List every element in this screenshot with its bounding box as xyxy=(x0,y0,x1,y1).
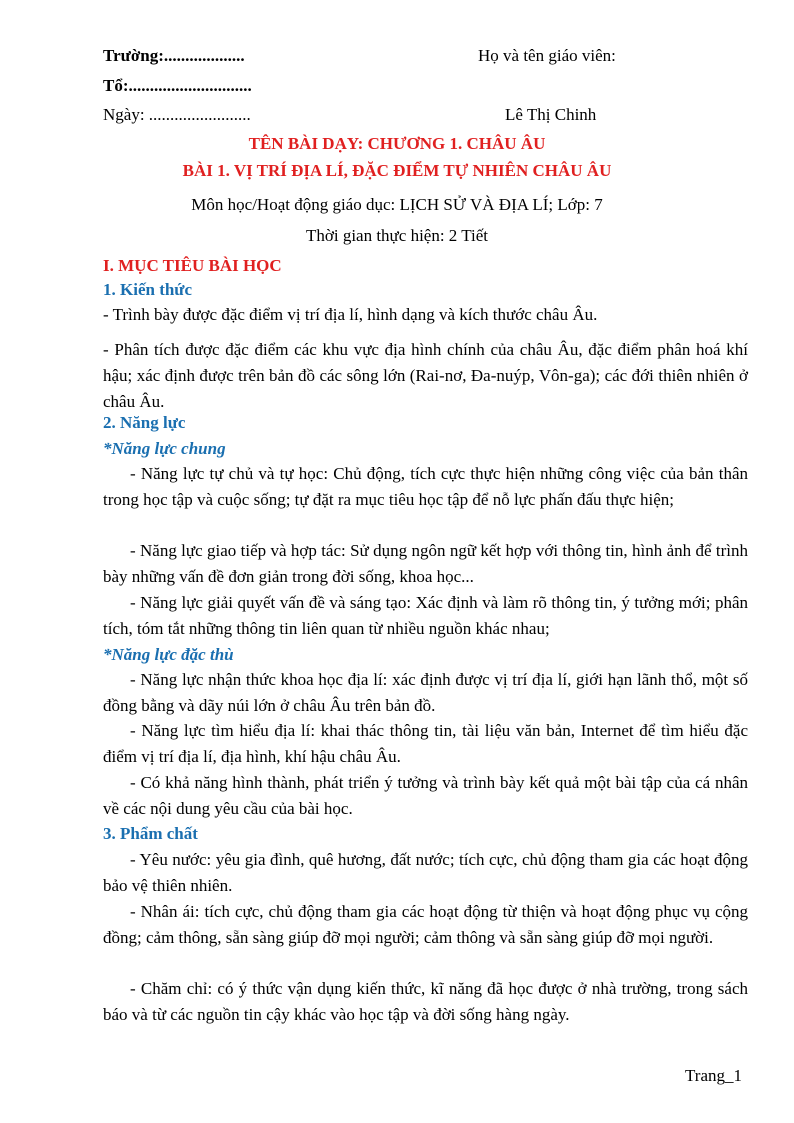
general-competence-3: - Năng lực giải quyết vấn đề và sáng tạo: Xác định và làm rõ thông tin, ý tưởng mới; phân tích, tóm tắt những thông tin liên quan từ nhiều nguồn khác nhau; xyxy=(103,593,748,638)
heading-specific-competence: *Năng lực đặc thù xyxy=(103,645,234,664)
specific-competence-3: - Có khả năng hình thành, phát triển ý tưởng và trình bày kết quả một bài tập của cá nhân về các nội dung yêu cầu của bài học. xyxy=(103,773,748,818)
duration-line: Thời gian thực hiện: 2 Tiết xyxy=(305,226,489,245)
teacher-label: Họ và tên giáo viên: xyxy=(478,46,616,65)
subject-line: Môn học/Hoạt động giáo dục: LỊCH SỬ VÀ ĐỊA LÍ; Lớp: 7 xyxy=(191,195,603,214)
specific-competence-1: - Năng lực nhận thức khoa học địa lí: xác định được vị trí địa lí, giới hạn lãnh thổ, một số đồng bằng và dãy núi lớn ở châu Âu trên bản đồ. xyxy=(103,670,748,715)
lesson-title-line2: BÀI 1. VỊ TRÍ ĐỊA LÍ, ĐẶC ĐIỂM TỰ NHIÊN CHÂU ÂU xyxy=(182,161,612,180)
general-competence-2: - Năng lực giao tiếp và hợp tác: Sử dụng ngôn ngữ kết hợp với thông tin, hình ảnh để trình bày những vấn đề đơn giản trong đời sống, khoa học... xyxy=(103,541,748,586)
quality-1: - Yêu nước: yêu gia đình, quê hương, đất nước; tích cực, chủ động tham gia các hoạt động bảo vệ thiên nhiên. xyxy=(103,850,748,895)
heading-knowledge: 1. Kiến thức xyxy=(103,280,193,299)
lesson-title-line1: TÊN BÀI DẠY: CHƯƠNG 1. CHÂU ÂU xyxy=(248,134,546,153)
page-number: Trang_1 xyxy=(685,1066,742,1085)
group-field: Tổ:............................. xyxy=(103,76,252,95)
teacher-name: Lê Thị Chinh xyxy=(505,105,597,124)
heading-competence: 2. Năng lực xyxy=(103,413,186,432)
school-field: Trường:................... xyxy=(103,46,245,65)
quality-2: - Nhân ái: tích cực, chủ động tham gia các hoạt động từ thiện và hoạt động phục vụ cộng đồng; cảm thông, sẵn sàng giúp đỡ mọi người; cảm thông và sẵn sàng giúp đỡ mọi người. xyxy=(103,902,748,947)
section-heading-objectives: I. MỤC TIÊU BÀI HỌC xyxy=(103,256,282,275)
specific-competence-2: - Năng lực tìm hiểu địa lí: khai thác thông tin, tài liệu văn bản, Internet để tìm hiểu đặc điểm vị trí địa lí, địa hình, khí hậu châu Âu. xyxy=(103,721,748,766)
knowledge-item-1: - Trình bày được đặc điểm vị trí địa lí, hình dạng và kích thước châu Âu. xyxy=(103,305,598,324)
quality-3: - Chăm chỉ: có ý thức vận dụng kiến thức, kĩ năng đã học được ở nhà trường, trong sách báo và từ các nguồn tin cậy khác vào học tập và đời sống hàng ngày. xyxy=(103,979,748,1024)
general-competence-1: - Năng lực tự chủ và tự học: Chủ động, tích cực thực hiện những công việc của bản thân trong học tập và cuộc sống; tự đặt ra mục tiêu học tập để nỗ lực phấn đấu thực hiện; xyxy=(103,464,748,509)
heading-general-competence: *Năng lực chung xyxy=(103,439,226,458)
heading-qualities: 3. Phẩm chất xyxy=(103,824,198,843)
knowledge-item-2: - Phân tích được đặc điểm các khu vực địa hình chính của châu Âu, đặc điểm phân hoá khí hậu; xác định được trên bản đồ các sông lớn (Rai-nơ, Đa-nuýp, Vôn-ga); các đới thiên nhiên ở châu Âu. xyxy=(103,340,748,411)
date-field: Ngày: ........................ xyxy=(103,105,251,124)
